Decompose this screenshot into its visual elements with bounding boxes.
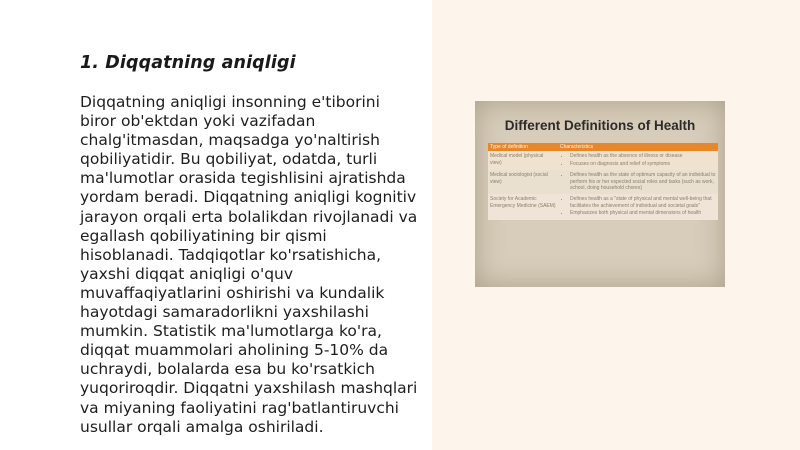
definition-characteristics	[558, 170, 718, 194]
section-heading: 1. Diqqatning aniqligi	[80, 53, 296, 73]
list-item: • Defines health as the state of optimum capacity of an individual to perform his or her expected social roles and tasks (such as work, school, doing household chores)	[570, 172, 716, 191]
body-paragraph: Diqqatning aniqligi insonning e'tiborini biror ob'ektdan yoki vazifadan chalg'itmasdan, maqsadga yo'naltirish qobiliyatidir. Bu qobiliyat, odatda, turli ma'lumotlar orasida tegishlisini ajratishda yordam beradi. Diqqatning aniqligi kognitiv jarayon orqali erta bolalikdan rivojlanadi va egallash qobiliyatining bir qismi hisoblanadi. Tadqiqotlar ko'rsatishicha, yaxshi diqqat aniqligi o'quv muvaffaqiyatlarini oshirishi va kundalik hayotdagi samaradorlikni yaxshilashi mumkin. Statistik ma'lumotlarga ko'ra, diqqat muammolari aholining 5-10% da uchraydi, bolalarda esa bu ko'rsatkich yuqoriroqdir. Diqqatni yaxshilash mashqlari va miyaning faoliyatini rag'batlantiruvchi usullar orqali amalga oshiriladi.	[80, 93, 418, 436]
definition-type: Society for Academic Emergency Medicine (SAEM)	[488, 194, 558, 219]
table-row	[488, 170, 718, 194]
health-definitions-image	[475, 101, 725, 287]
table-row	[488, 151, 718, 170]
image-title: Different Definitions of Health	[504, 118, 696, 133]
definition-type: Medical sociologist (social view)	[488, 170, 558, 194]
definition-characteristics	[558, 151, 718, 170]
table-header-characteristics: Characteristics	[558, 143, 718, 151]
definitions-table	[488, 143, 718, 220]
list-item: • Emphasizes both physical and mental dimensions of health	[570, 210, 716, 216]
table-header-row	[488, 143, 718, 151]
list-item: • Defines health as the absence of illness or disease	[570, 153, 716, 159]
list-item: • Defines health as a "state of physical and mental well-being that facilitates the achievement of individual and societal goals"	[570, 196, 716, 209]
table-header-type: Type of definition	[488, 143, 558, 151]
table-row	[488, 194, 718, 219]
list-item: • Focuses on diagnosis and relief of symptoms	[570, 161, 716, 167]
definition-type: Medical model (physical view)	[488, 151, 558, 170]
definition-characteristics	[558, 194, 718, 219]
